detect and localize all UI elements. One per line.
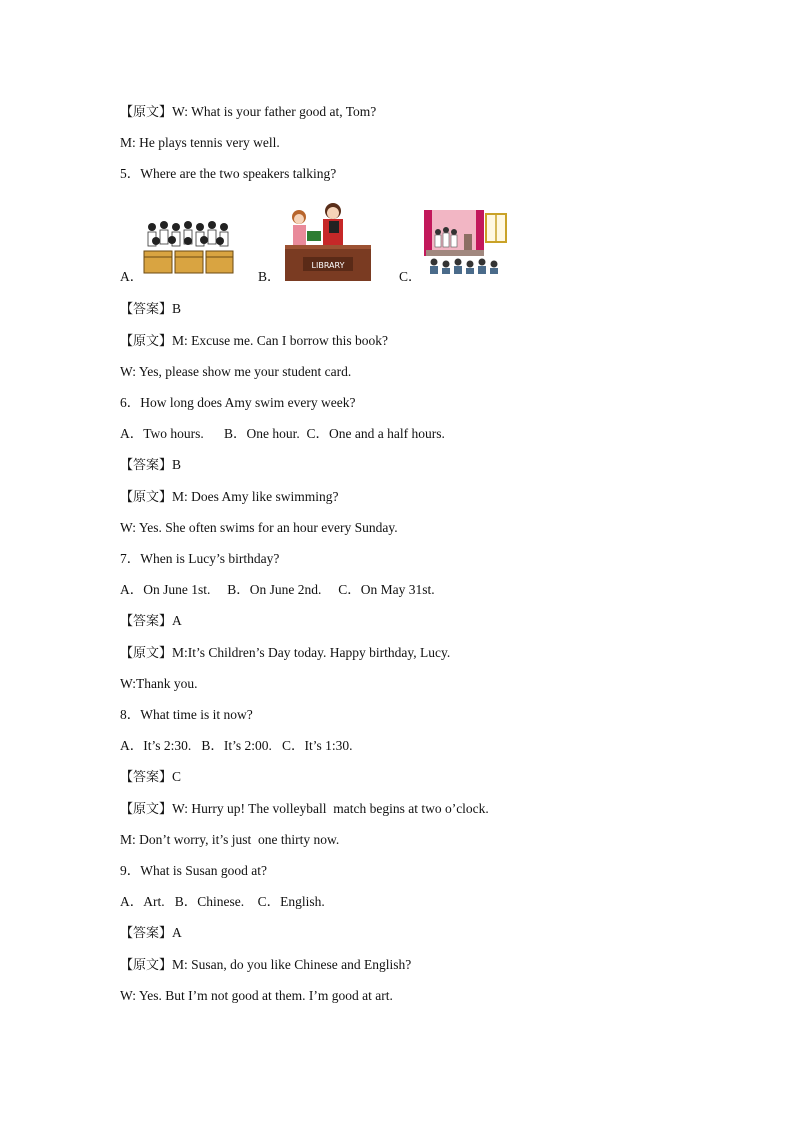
- question-5: 5．Where are the two speakers talking?: [120, 166, 337, 181]
- options-line: A．It’s 2:30. B．It’s 2:00. C．It’s 1:30.: [120, 738, 353, 753]
- answer-line: 【答案】B: [120, 457, 182, 473]
- options-line: A．On June 1st. B．On June 2nd. C．On May 31st.: [120, 582, 435, 597]
- library-sign-text: LIBRARY: [311, 261, 345, 270]
- transcript-line: 【原文】M: Does Amy like swimming?: [120, 489, 339, 505]
- options-line: A．Art. B．Chinese. C．English.: [120, 894, 325, 909]
- transcript-line: W:Thank you.: [120, 676, 198, 691]
- transcript-line: W: Yes, please show me your student card.: [120, 364, 352, 379]
- options-line: A．Two hours. B．One hour. C．One and a half hours.: [120, 426, 445, 441]
- question-7: 7．When is Lucy’s birthday?: [120, 551, 280, 566]
- transcript-line: 【原文】W: What is your father good at, Tom?: [120, 104, 377, 120]
- option-c-label: C．: [399, 269, 422, 284]
- transcript-line: M: He plays tennis very well.: [120, 135, 280, 150]
- library-picture: [285, 199, 373, 281]
- transcript-line: 【原文】W: Hurry up! The volleyball match begins at two o’clock.: [120, 801, 489, 817]
- classroom-picture: [142, 215, 234, 275]
- answer-line: 【答案】B: [120, 301, 182, 317]
- transcript-line: W: Yes. She often swims for an hour every Sunday.: [120, 520, 398, 535]
- answer-line: 【答案】C: [120, 769, 182, 785]
- option-b-label: B．: [258, 269, 281, 284]
- transcript-line: W: Yes. But I’m not good at them. I’m good at art.: [120, 988, 393, 1003]
- auditorium-picture: [424, 210, 508, 274]
- question-9: 9．What is Susan good at?: [120, 863, 267, 878]
- transcript-line: 【原文】M: Excuse me. Can I borrow this book?: [120, 333, 388, 349]
- option-a-label: A．: [120, 269, 144, 284]
- transcript-line: 【原文】M:It’s Children’s Day today. Happy birthday, Lucy.: [120, 645, 451, 661]
- question-6: 6．How long does Amy swim every week?: [120, 395, 356, 410]
- question-8: 8．What time is it now?: [120, 707, 253, 722]
- transcript-line: 【原文】M: Susan, do you like Chinese and English?: [120, 957, 412, 973]
- answer-line: 【答案】A: [120, 925, 182, 941]
- answer-line: 【答案】A: [120, 613, 182, 629]
- transcript-line: M: Don’t worry, it’s just one thirty now.: [120, 832, 340, 847]
